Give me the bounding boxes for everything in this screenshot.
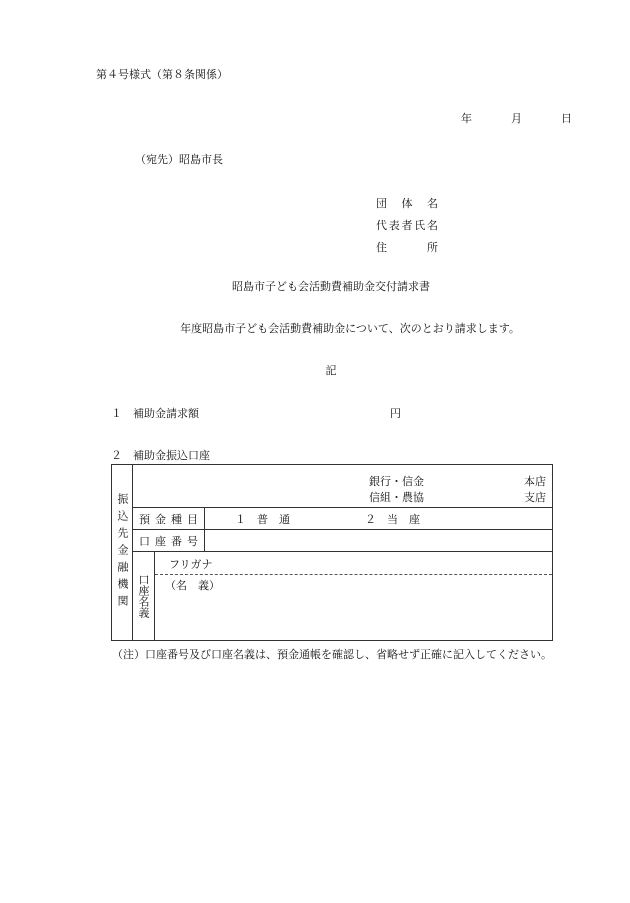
bank-name-cell[interactable] xyxy=(133,465,553,508)
account-number-label: 口座番号 xyxy=(133,530,205,552)
address-label: 住所 xyxy=(376,241,438,254)
account-name-field[interactable] xyxy=(155,552,553,641)
addressee: （宛先）昭島市長 xyxy=(135,153,223,166)
date-line xyxy=(461,110,572,126)
item1-unit: 円 xyxy=(390,407,401,420)
org-name-label: 団体名 xyxy=(376,197,438,210)
deposit-type-label: 預金種目 xyxy=(133,508,205,530)
footnote: （注）口座番号及び口座名義は、預金通帳を確認し、省略せず正確に記入してください。 xyxy=(112,648,552,661)
ki-heading: 記 xyxy=(325,364,337,377)
meigi-label: （名 義） xyxy=(165,579,220,592)
account-name-vertical-cell xyxy=(133,552,155,641)
applicant-block xyxy=(376,193,438,259)
representative-label: 代表者氏名 xyxy=(376,219,438,232)
date-year: 年 xyxy=(461,112,472,125)
bank-account-table xyxy=(111,464,553,641)
form-number: 第４号様式（第８条関係） xyxy=(96,68,228,81)
date-day: 日 xyxy=(561,112,572,125)
bank-type-2: 信組・農協 xyxy=(369,491,424,504)
item1-label: １ 補助金請求額 xyxy=(111,407,199,420)
document-title: 昭島市子ども会活動費補助金交付請求書 xyxy=(232,280,430,293)
bank-type-1: 銀行・信金 xyxy=(369,475,424,488)
bank-vertical-header-cell xyxy=(112,465,133,641)
item2-label: ２ 補助金振込口座 xyxy=(111,449,210,462)
furigana-label: フリガナ xyxy=(169,558,213,571)
bank-vertical-header: 振込先金融機関 xyxy=(116,493,129,612)
branch-type-1: 本店 xyxy=(524,475,546,488)
furigana-divider xyxy=(155,574,552,575)
account-name-vertical: 口座名義 xyxy=(137,574,150,618)
request-statement: 年度昭島市子ども会活動費補助金について、次のとおり請求します。 xyxy=(180,322,520,335)
date-month: 月 xyxy=(511,112,522,125)
deposit-option-current[interactable]: ２ 当 座 xyxy=(365,512,420,526)
account-number-field[interactable] xyxy=(205,530,553,552)
deposit-type-options[interactable] xyxy=(205,508,553,530)
deposit-option-ordinary[interactable]: １ 普 通 xyxy=(235,512,290,526)
branch-type-2: 支店 xyxy=(524,491,546,504)
